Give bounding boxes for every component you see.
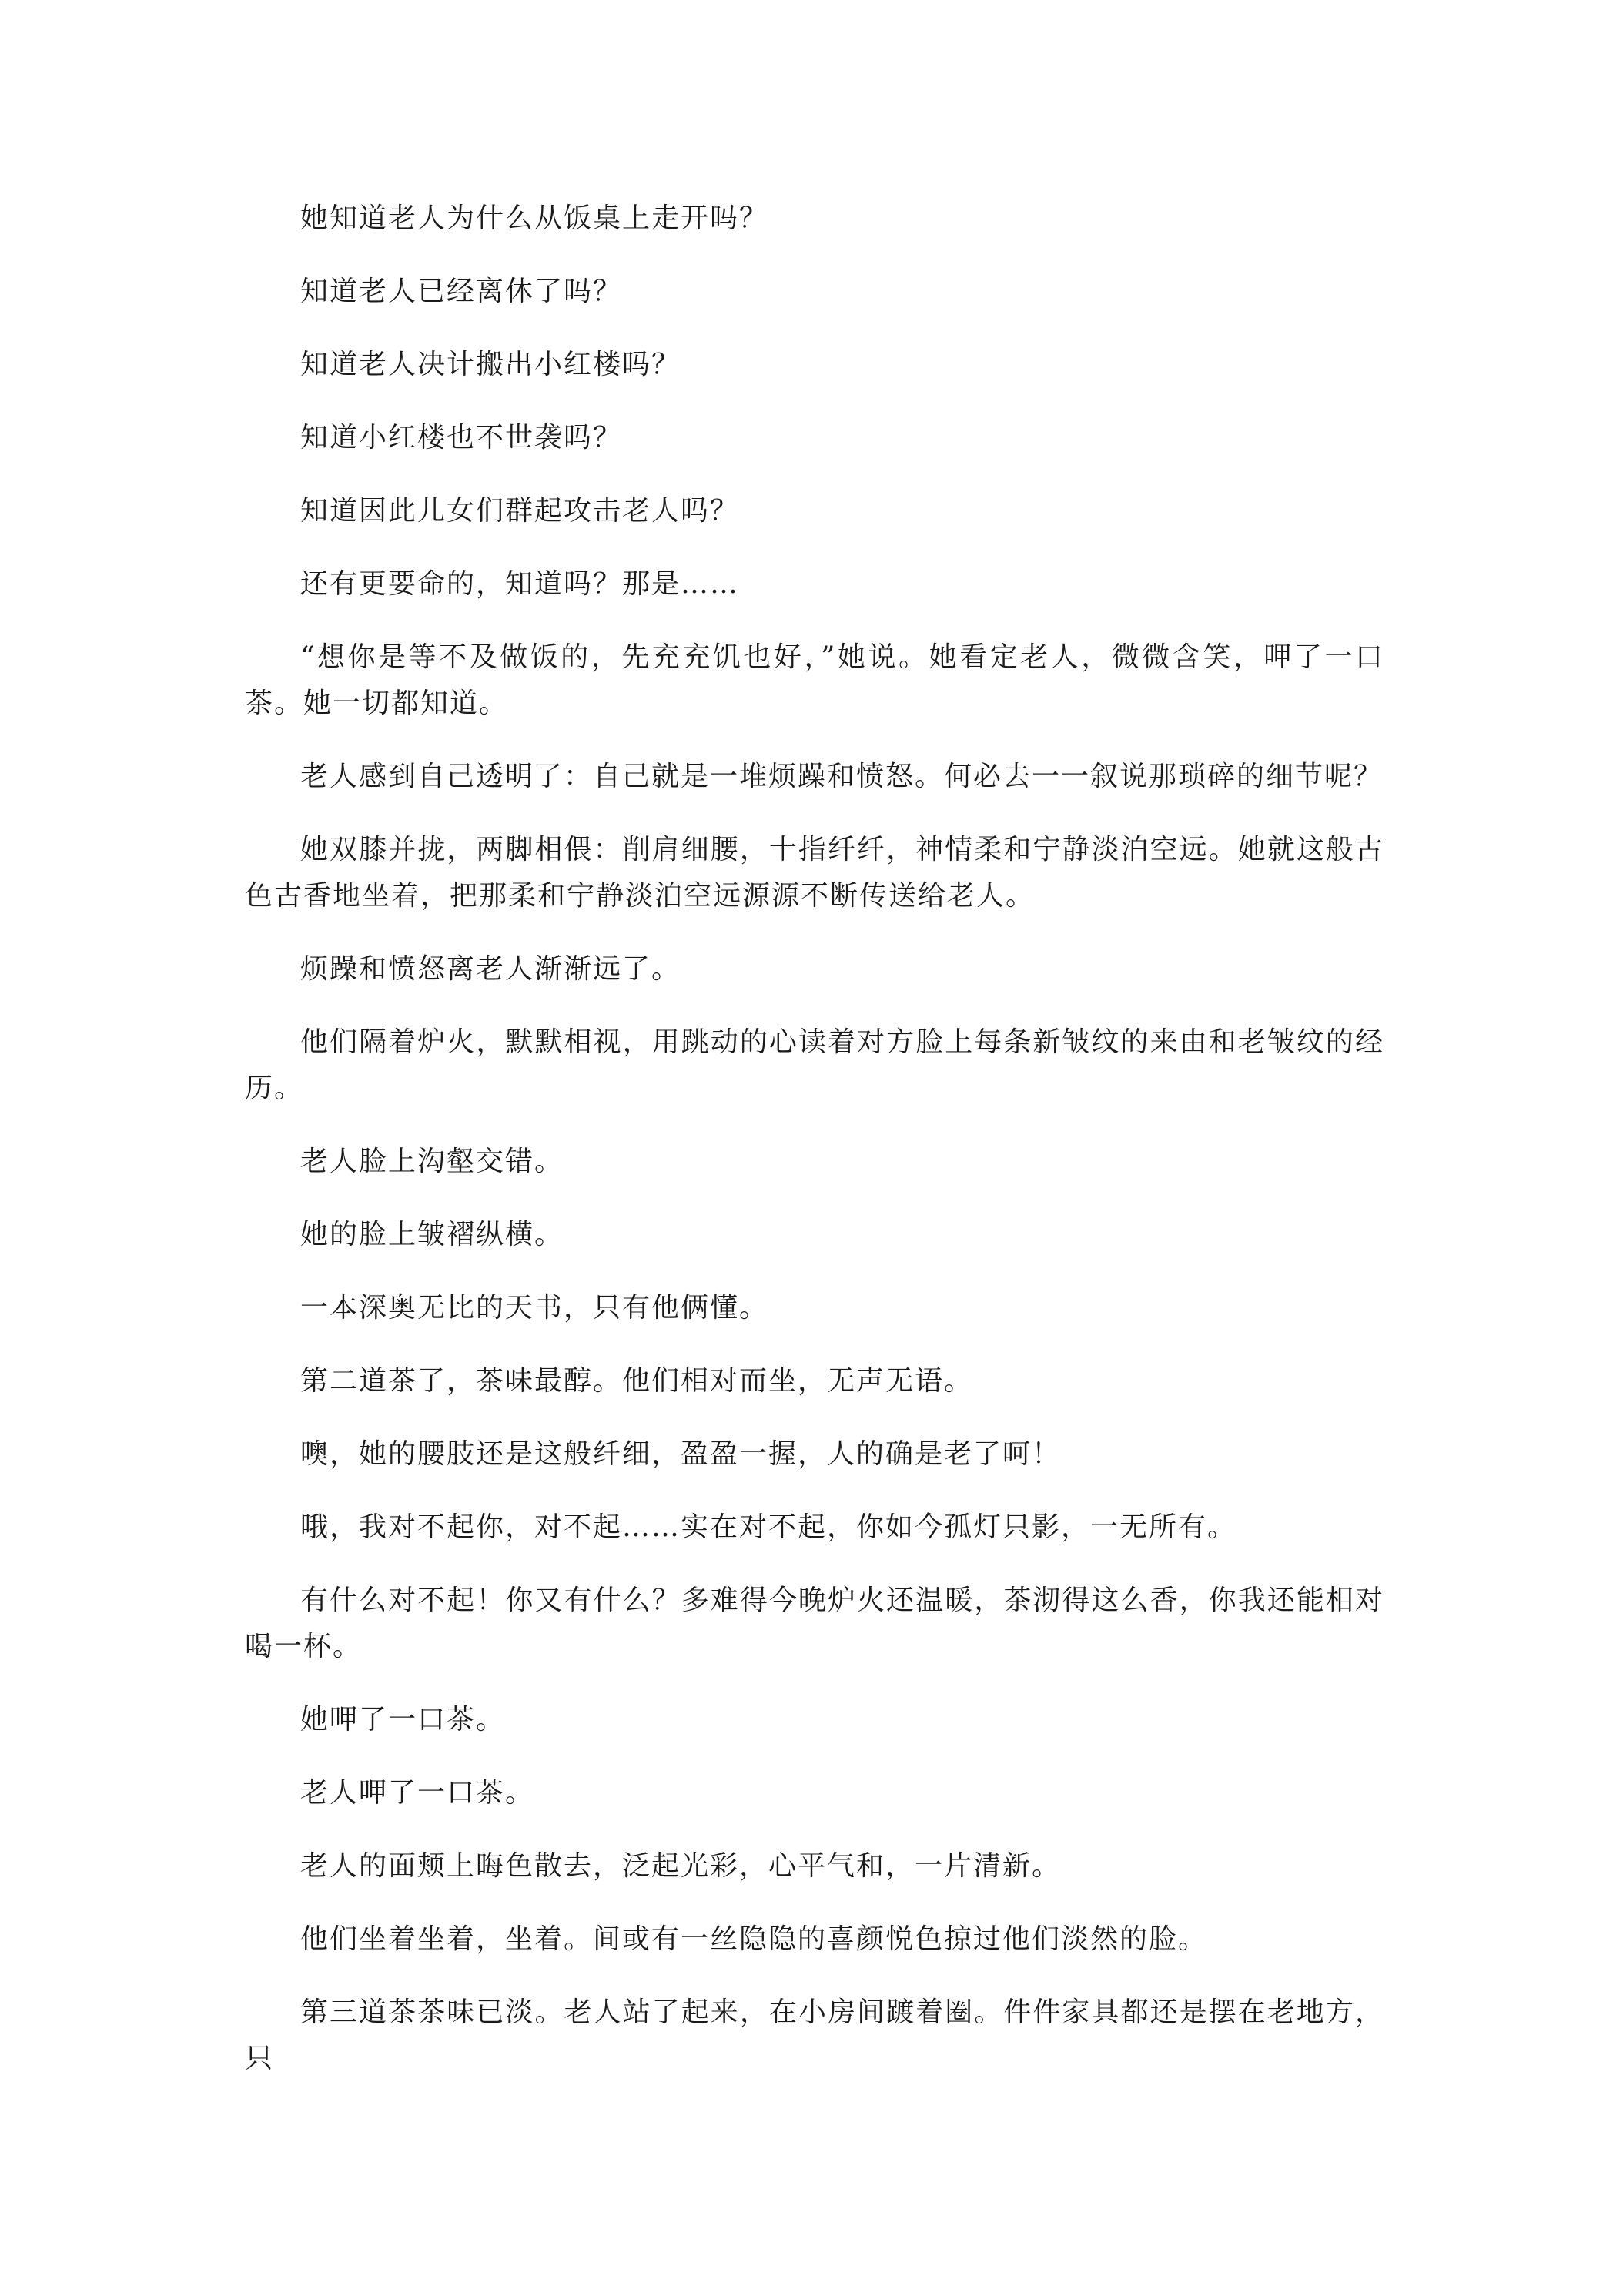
paragraph: “想你是等不及做饭的，先充充饥也好，”她说。她看定老人，微微含笑，呷了一口茶。她一切都知道。 [245, 641, 1384, 719]
paragraph: 知道因此儿女们群起攻击老人吗？ [300, 495, 740, 527]
paragraph: 老人的面颊上晦色散去，泛起光彩，心平气和，一片清新。 [300, 1850, 1062, 1882]
paragraph: 有什么对不起！你又有什么？多难得今晚炉火还温暖，茶沏得这么香，你我还能相对喝一杯。 [245, 1585, 1384, 1662]
paragraph: 老人呷了一口茶。 [300, 1777, 535, 1809]
paragraph: 噢，她的腰肢还是这般纤细，盈盈一握，人的确是老了呵！ [300, 1438, 1062, 1470]
paragraph: 老人脸上沟壑交错。 [300, 1146, 564, 1177]
paragraph: 她知道老人为什么从饭桌上走开吗？ [300, 202, 769, 234]
paragraph: 哦，我对不起你，对不起……实在对不起，你如今孤灯只影，一无所有。 [300, 1511, 1237, 1543]
paragraph: 烦躁和愤怒离老人渐渐远了。 [300, 953, 681, 985]
paragraph: 第二道茶了，茶味最醇。他们相对而坐，无声无语。 [300, 1365, 974, 1397]
paragraph: 知道老人决计搬出小红楼吗？ [300, 349, 681, 380]
paragraph: 老人感到自己透明了：自己就是一堆烦躁和愤怒。何必去一一叙说那琐碎的细节呢？ [300, 761, 1384, 792]
paragraph: 她呷了一口茶。 [300, 1704, 506, 1735]
paragraph: 她双膝并拢，两脚相偎：削肩细腰，十指纤纤，神情柔和宁静淡泊空远。她就这般古色古香地坐着，把那柔和宁静淡泊空远源源不断传送给老人。 [245, 834, 1384, 912]
paragraph: 还有更要命的，知道吗？那是…… [300, 568, 740, 600]
paragraph: 第三道茶茶味已淡。老人站了起来，在小房间踱着圈。件件家具都还是摆在老地方，只 [245, 1996, 1384, 2074]
paragraph: 一本深奥无比的天书，只有他俩懂。 [300, 1292, 769, 1324]
paragraph: 她的脸上皱褶纵横。 [300, 1219, 564, 1250]
paragraph: 知道小红楼也不世袭吗？ [300, 422, 623, 454]
paragraph: 他们隔着炉火，默默相视，用跳动的心读着对方脸上每条新皱纹的来由和老皱纹的经历。 [245, 1026, 1384, 1104]
paragraph: 知道老人已经离休了吗？ [300, 276, 623, 307]
paragraph: 他们坐着坐着，坐着。间或有一丝隐隐的喜颜悦色掠过他们淡然的脸。 [300, 1923, 1208, 1955]
body-text [245, 196, 1384, 2109]
